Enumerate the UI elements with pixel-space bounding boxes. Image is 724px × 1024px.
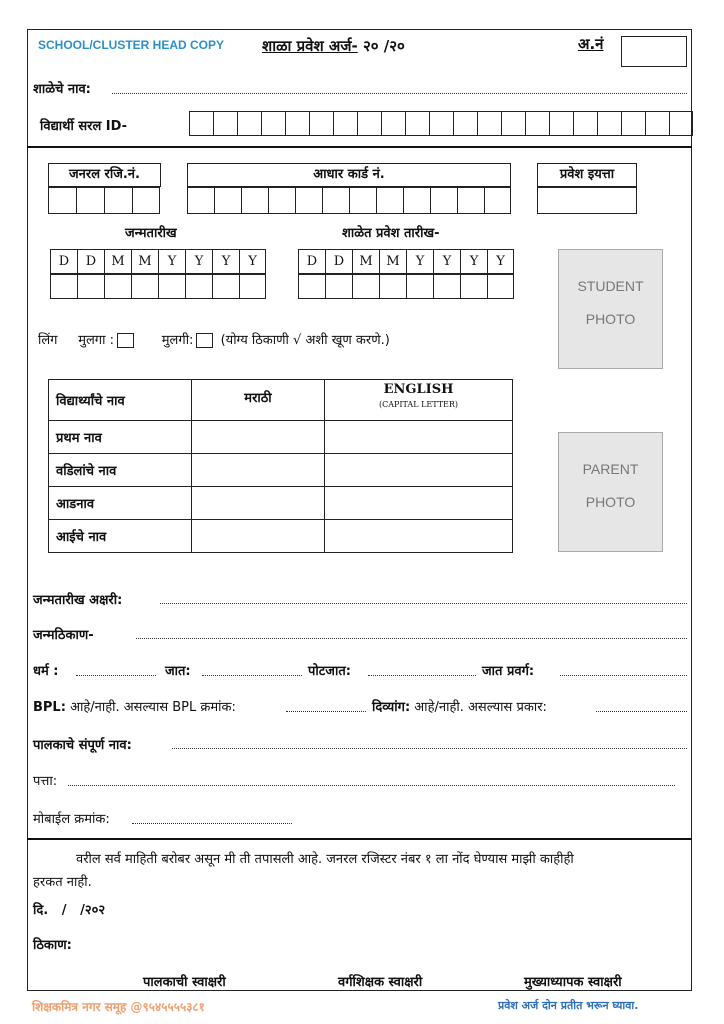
serial-number-box[interactable] [621, 36, 687, 67]
dob-words-label: जन्मतारीख अक्षरी: [33, 593, 123, 608]
input-cell[interactable] [406, 274, 433, 299]
boy-label: मुलगा : [78, 333, 114, 348]
input-cell[interactable] [131, 274, 158, 299]
birthplace-field[interactable] [136, 638, 687, 639]
general-register-cells[interactable] [48, 187, 160, 214]
row-label: प्रथम नाव [49, 421, 192, 454]
caste-field[interactable] [202, 675, 302, 676]
input-cell[interactable] [261, 111, 285, 136]
birthplace-label: जन्मठिकाण- [33, 628, 94, 643]
gender-label: लिंग [38, 333, 58, 348]
input-cell[interactable] [158, 274, 185, 299]
mother-name-marathi[interactable] [192, 520, 325, 553]
input-cell[interactable] [189, 111, 213, 136]
class-teacher-signature-label: वर्गशिक्षक स्वाक्षरी [338, 975, 423, 990]
first-name-marathi[interactable] [192, 421, 325, 454]
input-cell[interactable] [268, 187, 295, 214]
subcaste-field[interactable] [368, 675, 476, 676]
input-cell[interactable] [325, 274, 352, 299]
input-cell[interactable] [309, 111, 333, 136]
date-placeholder-cell: M [379, 249, 406, 274]
student-name-table [48, 379, 513, 553]
input-cell[interactable] [187, 187, 214, 214]
input-cell[interactable] [104, 187, 132, 214]
input-cell[interactable] [48, 187, 76, 214]
parent-photo-label-1: PARENT [582, 461, 639, 477]
saral-id-cells[interactable] [189, 111, 693, 136]
input-cell[interactable] [285, 111, 309, 136]
input-cell[interactable] [104, 274, 131, 299]
input-cell[interactable] [525, 111, 549, 136]
input-cell[interactable] [352, 274, 379, 299]
address-field[interactable] [68, 785, 675, 786]
student-name-header: विद्यार्थ्यांचे नाव [49, 380, 192, 421]
address-label: पत्ता: [33, 774, 58, 789]
date-placeholder-cell: D [325, 249, 352, 274]
guardian-name-field[interactable] [172, 748, 687, 749]
admission-class-header [537, 163, 637, 187]
date-placeholder-cell: Y [185, 249, 212, 274]
religion-field[interactable] [76, 675, 156, 676]
first-name-english[interactable] [325, 421, 513, 454]
table-row [49, 520, 513, 553]
footer-credit: शिक्षकमित्र नगर समूह @९५४५५५५३८१ [32, 1000, 205, 1014]
girl-label: मुलगी: [161, 333, 194, 348]
caste-category-label: जात प्रवर्ग: [482, 664, 535, 679]
input-cell[interactable] [357, 111, 381, 136]
admission-date-cells[interactable] [298, 274, 514, 299]
bpl-row [33, 697, 236, 715]
general-register-header [48, 163, 161, 187]
input-cell[interactable] [429, 111, 453, 136]
copy-label: SCHOOL/CLUSTER HEAD COPY [38, 38, 225, 52]
parent-photo-label-2: PHOTO [585, 494, 636, 510]
input-cell[interactable] [477, 111, 501, 136]
input-cell[interactable] [298, 274, 325, 299]
disability-row [372, 697, 547, 715]
date-placeholder-cell: M [131, 249, 158, 274]
input-cell[interactable] [430, 187, 457, 214]
student-photo-box[interactable] [558, 249, 663, 369]
input-cell[interactable] [645, 111, 669, 136]
input-cell[interactable] [50, 274, 77, 299]
input-cell[interactable] [379, 274, 406, 299]
admission-date-placeholder-row [298, 249, 514, 274]
declaration-divider [27, 838, 692, 840]
school-name-label: शाळेचे नाव: [33, 82, 91, 97]
english-header-text: ENGLISH [383, 382, 454, 397]
marathi-header: मराठी [192, 380, 325, 421]
input-cell[interactable] [484, 187, 511, 214]
input-cell[interactable] [433, 274, 460, 299]
aadhaar-header [187, 163, 511, 187]
form-title-text: शाळा प्रवेश अर्ज- [262, 37, 358, 55]
input-cell[interactable] [214, 187, 241, 214]
input-cell[interactable] [573, 111, 597, 136]
gender-row [38, 330, 390, 348]
aadhaar-cells[interactable] [187, 187, 511, 214]
table-row [49, 487, 513, 520]
declaration-line-2: हरकत नाही. [33, 875, 92, 890]
bpl-number-field[interactable] [286, 711, 366, 712]
row-label: वडिलांचे नाव [49, 454, 192, 487]
input-cell[interactable] [460, 274, 487, 299]
input-cell[interactable] [333, 111, 357, 136]
footer-note: प्रवेश अर्ज दोन प्रतीत भरून घ्यावा. [498, 999, 639, 1012]
dob-cells[interactable] [50, 274, 266, 299]
input-cell[interactable] [185, 274, 212, 299]
dob-words-field[interactable] [160, 603, 687, 604]
student-photo-label-2: PHOTO [585, 311, 636, 327]
date-placeholder-cell: Y [406, 249, 433, 274]
admission-date-label: शाळेत प्रवेश तारीख- [342, 226, 440, 241]
date-placeholder-cell: Y [460, 249, 487, 274]
input-cell[interactable] [501, 111, 525, 136]
mother-name-english[interactable] [325, 520, 513, 553]
declaration-date: दि. / /२०२ [33, 903, 106, 918]
date-placeholder-cell: Y [212, 249, 239, 274]
parent-signature-label: पालकाची स्वाक्षरी [143, 975, 226, 990]
bpl-text: आहे/नाही. असल्यास BPL क्रमांक: [70, 700, 236, 715]
input-cell[interactable] [453, 111, 477, 136]
mobile-field[interactable] [132, 823, 292, 824]
admission-class-label: प्रवेश इयत्ता [559, 167, 615, 182]
date-placeholder-cell: Y [433, 249, 460, 274]
father-name-english[interactable] [325, 454, 513, 487]
caste-label: जात: [165, 664, 191, 679]
date-placeholder-cell: M [104, 249, 131, 274]
input-cell[interactable] [487, 274, 514, 299]
dob-label: जन्मतारीख [125, 226, 177, 241]
religion-label: धर्म : [33, 664, 59, 679]
date-placeholder-cell: Y [158, 249, 185, 274]
input-cell[interactable] [241, 187, 268, 214]
headmaster-signature-label: मुख्याध्यापक स्वाक्षरी [524, 975, 622, 990]
boy-checkbox[interactable] [117, 333, 134, 348]
disability-type-field[interactable] [596, 711, 687, 712]
input-cell[interactable] [213, 111, 237, 136]
table-row [49, 454, 513, 487]
input-cell[interactable] [76, 187, 104, 214]
form-title [262, 36, 405, 56]
english-header-sub: (CAPITAL LETTER) [378, 400, 459, 409]
serial-number-label: अ.नं [578, 35, 604, 53]
input-cell[interactable] [237, 111, 261, 136]
input-cell[interactable] [376, 187, 403, 214]
parent-photo-box[interactable] [558, 432, 663, 552]
row-label: आईचे नाव [49, 520, 192, 553]
input-cell[interactable] [295, 187, 322, 214]
input-cell[interactable] [597, 111, 621, 136]
saral-id-label: विद्यार्थी सरल ID- [40, 119, 128, 134]
input-cell[interactable] [212, 274, 239, 299]
declaration-line-1: वरील सर्व माहिती बरोबर असून मी ती तपासली आहे. जनरल रजिस्टर नंबर १ ला नोंद घेण्यास माझी काहीही [76, 852, 574, 867]
mobile-label: मोबाईल क्रमांक: [33, 812, 110, 827]
section-divider [27, 146, 692, 148]
declaration-place: ठिकाण: [33, 938, 72, 953]
guardian-name-label: पालकाचे संपूर्ण नाव: [33, 738, 132, 753]
disability-label: दिव्यांग: [372, 700, 411, 715]
date-placeholder-cell: Y [487, 249, 514, 274]
input-cell[interactable] [77, 274, 104, 299]
date-placeholder-cell: D [77, 249, 104, 274]
bpl-label: BPL: [33, 700, 66, 715]
input-cell[interactable] [239, 274, 266, 299]
subcaste-label: पोटजात: [308, 664, 351, 679]
input-cell[interactable] [381, 111, 405, 136]
input-cell[interactable] [349, 187, 376, 214]
admission-class-field[interactable] [537, 187, 637, 214]
disability-text: आहे/नाही. असल्यास प्रकार: [414, 700, 547, 715]
date-placeholder-cell: D [298, 249, 325, 274]
girl-checkbox[interactable] [196, 333, 213, 348]
school-name-field[interactable] [112, 93, 687, 94]
table-header-row [49, 380, 513, 421]
surname-marathi[interactable] [192, 487, 325, 520]
input-cell[interactable] [405, 111, 429, 136]
aadhaar-label: आधार कार्ड नं. [313, 167, 385, 182]
caste-category-field[interactable] [560, 675, 687, 676]
dob-placeholder-row [50, 249, 266, 274]
date-placeholder-cell: D [50, 249, 77, 274]
input-cell[interactable] [669, 111, 693, 136]
surname-english[interactable] [325, 487, 513, 520]
date-placeholder-cell: M [352, 249, 379, 274]
input-cell[interactable] [549, 111, 573, 136]
input-cell[interactable] [457, 187, 484, 214]
general-register-label: जनरल रजि.नं. [69, 167, 140, 182]
input-cell[interactable] [403, 187, 430, 214]
input-cell[interactable] [322, 187, 349, 214]
english-header [325, 380, 513, 421]
input-cell[interactable] [621, 111, 645, 136]
student-photo-label-1: STUDENT [577, 278, 644, 294]
father-name-marathi[interactable] [192, 454, 325, 487]
date-placeholder-cell: Y [239, 249, 266, 274]
input-cell[interactable] [132, 187, 160, 214]
form-year: २० /२० [357, 37, 405, 55]
gender-instruction: (योग्य ठिकाणी √ अशी खूण करणे.) [220, 333, 390, 348]
row-label: आडनाव [49, 487, 192, 520]
table-row [49, 421, 513, 454]
